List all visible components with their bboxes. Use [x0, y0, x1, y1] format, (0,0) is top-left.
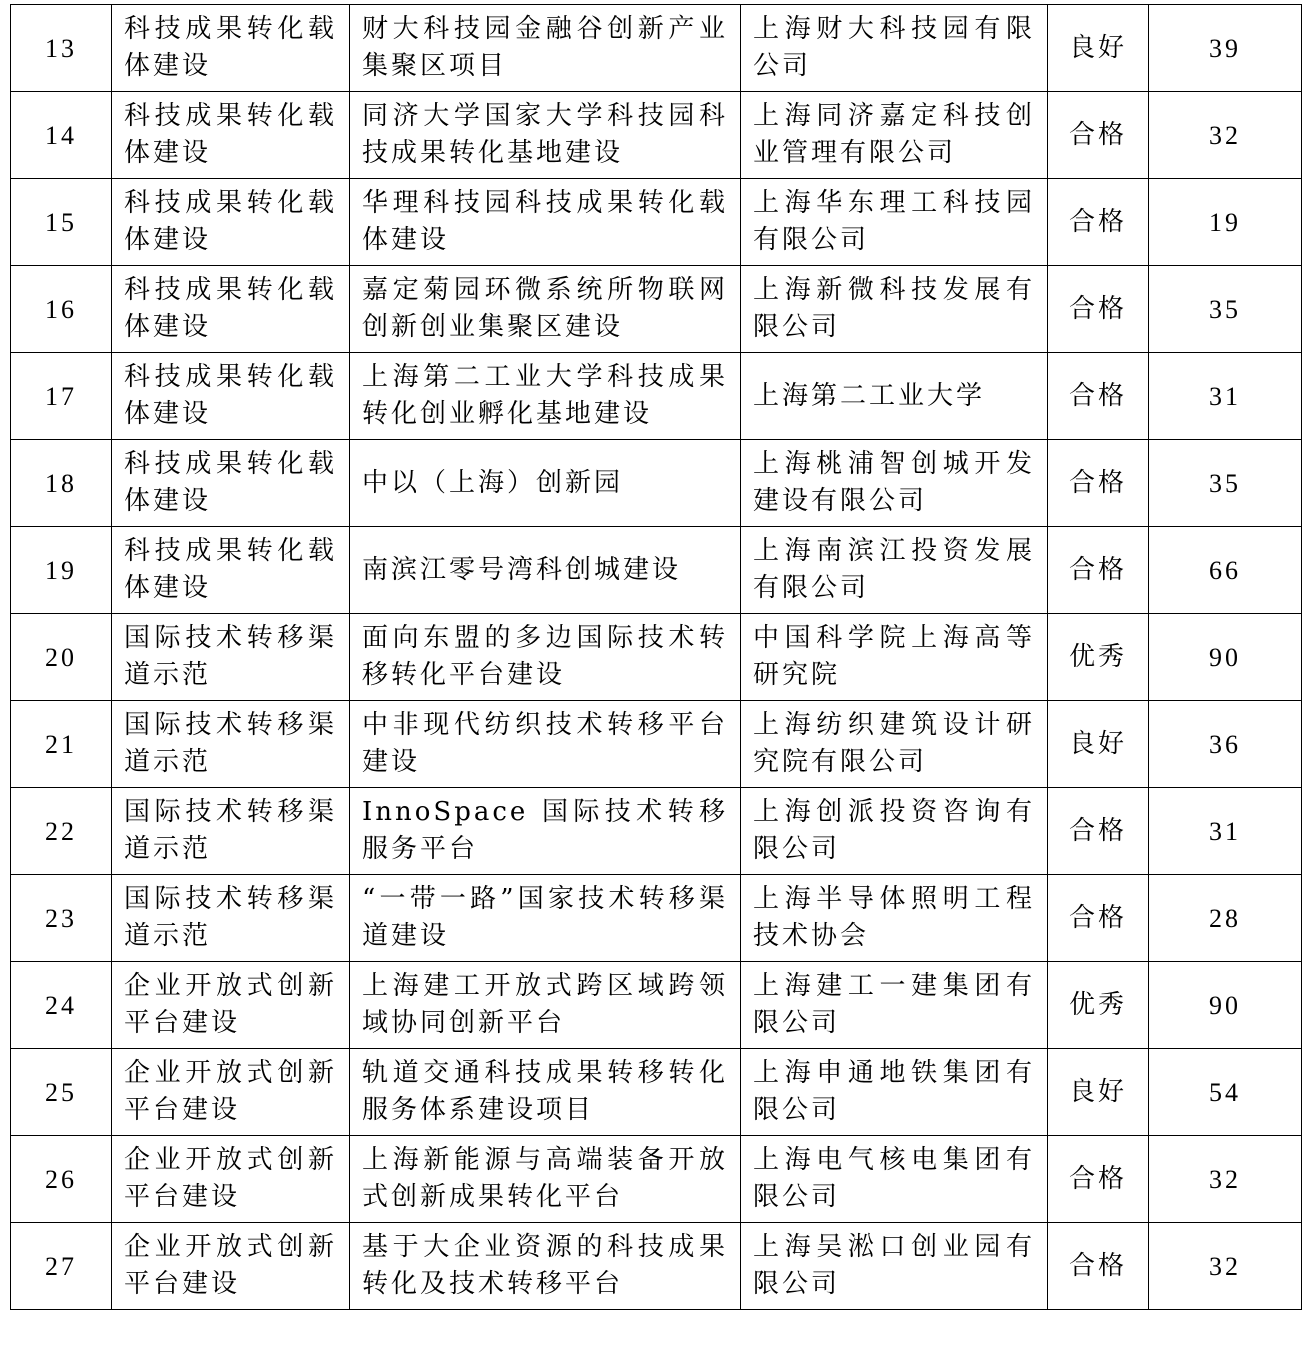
- project-name-cell: InnoSpace 国际技术转移服务平台: [350, 788, 741, 875]
- project-name-cell: 中非现代纺织技术转移平台建设: [350, 701, 741, 788]
- row-number: 23: [11, 875, 112, 962]
- grade-cell: 优秀: [1048, 614, 1149, 701]
- table-row: [11, 353, 1302, 440]
- category-cell: 企业开放式创新平台建设: [112, 1223, 350, 1310]
- category-cell: 企业开放式创新平台建设: [112, 1136, 350, 1223]
- organization-cell: 上海吴淞口创业园有限公司: [741, 1223, 1048, 1310]
- organization-cell: 上海电气核电集团有限公司: [741, 1136, 1048, 1223]
- project-evaluation-table: [10, 4, 1302, 1310]
- category-cell: 科技成果转化载体建设: [112, 179, 350, 266]
- project-name-cell: 南滨江零号湾科创城建设: [350, 527, 741, 614]
- row-number: 16: [11, 266, 112, 353]
- row-number: 24: [11, 962, 112, 1049]
- organization-cell: 上海半导体照明工程技术协会: [741, 875, 1048, 962]
- row-number: 27: [11, 1223, 112, 1310]
- grade-cell: 优秀: [1048, 962, 1149, 1049]
- row-number: 13: [11, 5, 112, 92]
- table-row: [11, 1049, 1302, 1136]
- grade-cell: 合格: [1048, 266, 1149, 353]
- score-cell: 32: [1149, 1223, 1302, 1310]
- table-row: [11, 1223, 1302, 1310]
- project-name-cell: 嘉定菊园环微系统所物联网创新创业集聚区建设: [350, 266, 741, 353]
- grade-cell: 合格: [1048, 1223, 1149, 1310]
- grade-cell: 合格: [1048, 440, 1149, 527]
- category-cell: 企业开放式创新平台建设: [112, 962, 350, 1049]
- project-name-cell: 华理科技园科技成果转化载体建设: [350, 179, 741, 266]
- score-cell: 35: [1149, 266, 1302, 353]
- grade-cell: 合格: [1048, 1136, 1149, 1223]
- row-number: 20: [11, 614, 112, 701]
- grade-cell: 合格: [1048, 353, 1149, 440]
- organization-cell: 上海新微科技发展有限公司: [741, 266, 1048, 353]
- score-cell: 90: [1149, 614, 1302, 701]
- project-name-cell: 面向东盟的多边国际技术转移转化平台建设: [350, 614, 741, 701]
- category-cell: 国际技术转移渠道示范: [112, 875, 350, 962]
- table-row: [11, 962, 1302, 1049]
- row-number: 17: [11, 353, 112, 440]
- project-name-cell: 基于大企业资源的科技成果转化及技术转移平台: [350, 1223, 741, 1310]
- table-row: [11, 92, 1302, 179]
- table-row: [11, 1136, 1302, 1223]
- organization-cell: 上海纺织建筑设计研究院有限公司: [741, 701, 1048, 788]
- grade-cell: 合格: [1048, 527, 1149, 614]
- organization-cell: 上海申通地铁集团有限公司: [741, 1049, 1048, 1136]
- category-cell: 科技成果转化载体建设: [112, 527, 350, 614]
- project-name-cell: 中以（上海）创新园: [350, 440, 741, 527]
- table-row: [11, 788, 1302, 875]
- score-cell: 32: [1149, 92, 1302, 179]
- table-row: [11, 701, 1302, 788]
- project-name-cell: “一带一路”国家技术转移渠道建设: [350, 875, 741, 962]
- category-cell: 科技成果转化载体建设: [112, 266, 350, 353]
- table-row: [11, 527, 1302, 614]
- grade-cell: 合格: [1048, 92, 1149, 179]
- row-number: 18: [11, 440, 112, 527]
- table-row: [11, 5, 1302, 92]
- project-name-cell: 上海第二工业大学科技成果转化创业孵化基地建设: [350, 353, 741, 440]
- organization-cell: 上海创派投资咨询有限公司: [741, 788, 1048, 875]
- category-cell: 国际技术转移渠道示范: [112, 614, 350, 701]
- organization-cell: 中国科学院上海高等研究院: [741, 614, 1048, 701]
- row-number: 15: [11, 179, 112, 266]
- table-row: [11, 614, 1302, 701]
- score-cell: 66: [1149, 527, 1302, 614]
- category-cell: 科技成果转化载体建设: [112, 92, 350, 179]
- score-cell: 31: [1149, 353, 1302, 440]
- table-body: [11, 5, 1302, 1310]
- organization-cell: 上海华东理工科技园有限公司: [741, 179, 1048, 266]
- row-number: 19: [11, 527, 112, 614]
- table-row: [11, 266, 1302, 353]
- table-row: [11, 179, 1302, 266]
- row-number: 25: [11, 1049, 112, 1136]
- score-cell: 19: [1149, 179, 1302, 266]
- category-cell: 科技成果转化载体建设: [112, 440, 350, 527]
- project-name-cell: 轨道交通科技成果转移转化服务体系建设项目: [350, 1049, 741, 1136]
- row-number: 14: [11, 92, 112, 179]
- score-cell: 32: [1149, 1136, 1302, 1223]
- score-cell: 39: [1149, 5, 1302, 92]
- row-number: 21: [11, 701, 112, 788]
- score-cell: 28: [1149, 875, 1302, 962]
- project-name-cell: 同济大学国家大学科技园科技成果转化基地建设: [350, 92, 741, 179]
- grade-cell: 合格: [1048, 875, 1149, 962]
- organization-cell: 上海桃浦智创城开发建设有限公司: [741, 440, 1048, 527]
- score-cell: 31: [1149, 788, 1302, 875]
- row-number: 22: [11, 788, 112, 875]
- grade-cell: 良好: [1048, 701, 1149, 788]
- project-name-cell: 上海新能源与高端装备开放式创新成果转化平台: [350, 1136, 741, 1223]
- grade-cell: 合格: [1048, 179, 1149, 266]
- row-number: 26: [11, 1136, 112, 1223]
- category-cell: 国际技术转移渠道示范: [112, 701, 350, 788]
- project-name-cell: 财大科技园金融谷创新产业集聚区项目: [350, 5, 741, 92]
- category-cell: 科技成果转化载体建设: [112, 5, 350, 92]
- grade-cell: 良好: [1048, 5, 1149, 92]
- score-cell: 35: [1149, 440, 1302, 527]
- category-cell: 国际技术转移渠道示范: [112, 788, 350, 875]
- organization-cell: 上海财大科技园有限公司: [741, 5, 1048, 92]
- table-row: [11, 440, 1302, 527]
- grade-cell: 良好: [1048, 1049, 1149, 1136]
- organization-cell: 上海第二工业大学: [741, 353, 1048, 440]
- category-cell: 企业开放式创新平台建设: [112, 1049, 350, 1136]
- table-row: [11, 875, 1302, 962]
- score-cell: 54: [1149, 1049, 1302, 1136]
- category-cell: 科技成果转化载体建设: [112, 353, 350, 440]
- grade-cell: 合格: [1048, 788, 1149, 875]
- score-cell: 36: [1149, 701, 1302, 788]
- project-name-cell: 上海建工开放式跨区域跨领域协同创新平台: [350, 962, 741, 1049]
- organization-cell: 上海同济嘉定科技创业管理有限公司: [741, 92, 1048, 179]
- score-cell: 90: [1149, 962, 1302, 1049]
- organization-cell: 上海南滨江投资发展有限公司: [741, 527, 1048, 614]
- organization-cell: 上海建工一建集团有限公司: [741, 962, 1048, 1049]
